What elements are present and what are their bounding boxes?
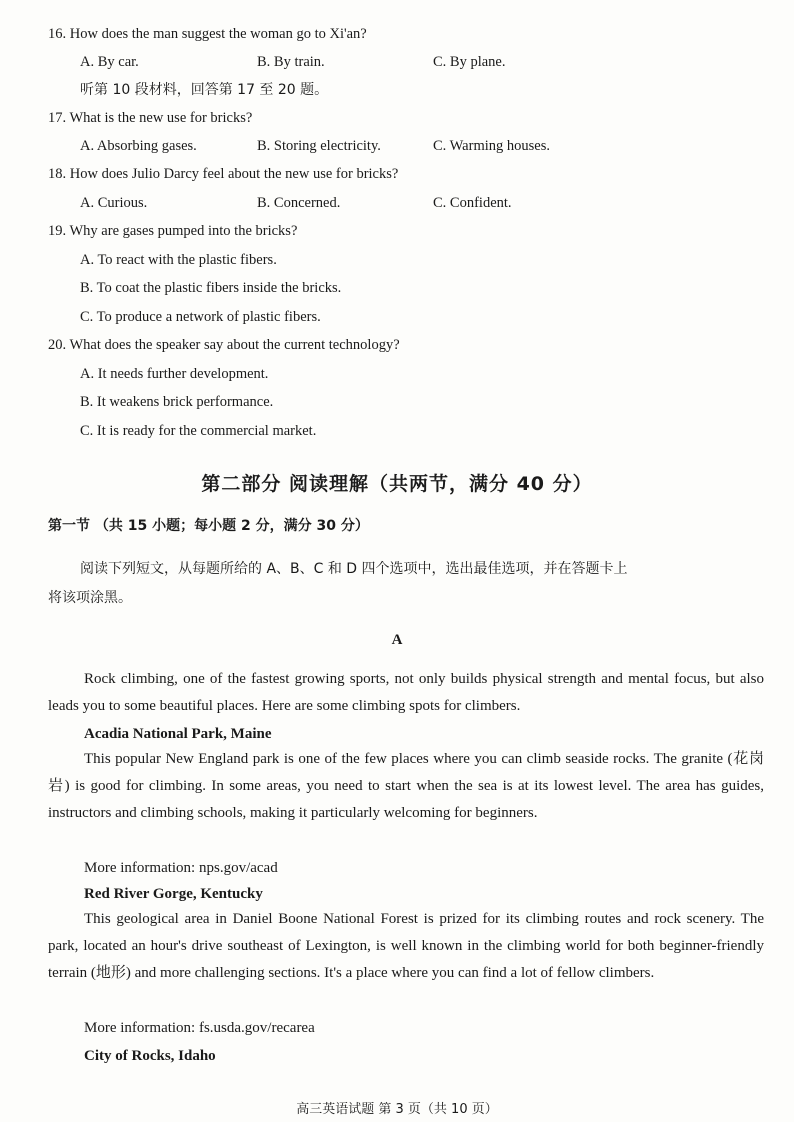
section-1-instruction-line-2: 将该项涂黑。 [48, 590, 132, 606]
spot-acadia-description [48, 746, 764, 828]
question-20-option-c: C. It is ready for the commercial market. [80, 423, 317, 439]
question-19-option-c: C. To produce a network of plastic fibers. [80, 309, 321, 325]
page-footer: 高三英语试题 第 3 页（共 10 页） [296, 1102, 498, 1117]
question-20-option-a: A. It needs further development. [80, 366, 269, 382]
question-17-option-c: C. Warming houses. [433, 138, 550, 154]
instruction-material-10: 听第 10 段材料，回答第 17 至 20 题。 [80, 82, 329, 98]
question-20-stem: 20. What does the speaker say about the current technology? [48, 337, 400, 353]
spot-city-of-rocks-title: City of Rocks, Idaho [84, 1048, 216, 1064]
question-17-option-a: A. Absorbing gases. [80, 138, 197, 154]
question-18-option-a: A. Curious. [80, 195, 148, 211]
passage-intro [48, 666, 764, 720]
spot-red-river-gorge-description [48, 906, 764, 988]
spot-acadia-description-text: This popular New England park is one of the few places where you can climb seaside rocks. The granite (花岗岩) is good for climbing. In some areas, you need to start when the sea is at its lowest level. The area has guides, instructors and climbing schools, making it particularly welcoming for beginners. [48, 751, 764, 822]
spot-acadia-title: Acadia National Park, Maine [84, 726, 272, 742]
question-19-option-a: A. To react with the plastic fibers. [80, 252, 277, 268]
spot-red-river-gorge-title: Red River Gorge, Kentucky [84, 886, 263, 902]
part-2-title: 第二部分 阅读理解（共两节，满分 40 分） [201, 473, 593, 495]
question-16-option-b: B. By train. [257, 54, 325, 70]
section-1-instruction-line-1: 阅读下列短文，从每题所给的 A、B、C 和 D 四个选项中，选出最佳选项，并在答题卡上 [80, 561, 628, 577]
spot-red-river-gorge-description-text: This geological area in Daniel Boone National Forest is prized for its climbing routes and rock scenery. The park, located an hour's drive southeast of Lexington, is well known in the climbing world for both beginner-friendly terrain (地形) and more challenging sections. It's a place where you can find a lot of fellow climbers. [48, 911, 764, 982]
question-16-option-a: A. By car. [80, 54, 139, 70]
spot-acadia-more-info: More information: nps.gov/acad [84, 860, 278, 876]
passage-intro-text: Rock climbing, one of the fastest growing sports, not only builds physical strength and mental focus, but also leads you to some beautiful places. Here are some climbing spots for climbers. [48, 671, 764, 715]
question-18-stem: 18. How does Julio Darcy feel about the new use for bricks? [48, 166, 399, 182]
question-18-option-c: C. Confident. [433, 195, 512, 211]
question-20-option-b: B. It weakens brick performance. [80, 394, 274, 410]
question-16-option-c: C. By plane. [433, 54, 506, 70]
question-19-option-b: B. To coat the plastic fibers inside the bricks. [80, 280, 342, 296]
section-1-title: 第一节 （共 15 小题；每小题 2 分，满分 30 分） [48, 518, 369, 534]
question-17-stem: 17. What is the new use for bricks? [48, 110, 253, 126]
question-18-option-b: B. Concerned. [257, 195, 341, 211]
passage-label: A [391, 632, 403, 648]
question-16-stem: 16. How does the man suggest the woman go to Xi'an? [48, 26, 367, 42]
question-19-stem: 19. Why are gases pumped into the bricks? [48, 223, 298, 239]
spot-red-river-gorge-more-info: More information: fs.usda.gov/recarea [84, 1020, 315, 1036]
question-17-option-b: B. Storing electricity. [257, 138, 381, 154]
